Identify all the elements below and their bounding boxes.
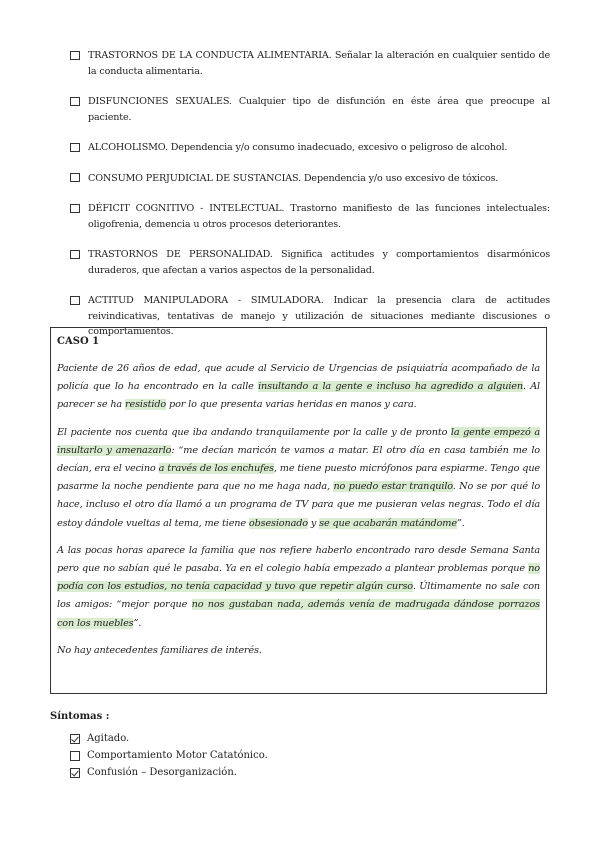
criteria-checklist [70,48,550,340]
checklist-item [70,140,550,156]
case-text: : “me decían maricón te vamos a matar. El otro día en casa también me lo decían, era el vecino [57,444,540,475]
checklist-item-text: ACTITUD MANIPULADORA - SIMULADORA. Indicar la presencia clara de actitudes reivindicativas, tentativas de manejo y utilización de situaciones mediante discusiones o comportamientos. [88,295,550,337]
checklist-item-text: TRASTORNOS DE LA CONDUCTA ALIMENTARIA. Señalar la alteración en cualquier sentido de la conducta alimentaria. [88,50,550,77]
symptom-item [50,747,550,764]
case-text: . No se por qué lo hace, incluso el otro día llamó a un programa de TV para que me pusieran velas negras. Todo el día estoy dándole vueltas al tema, me tiene [57,481,540,529]
checklist-item-text: ALCOHOLISMO. Dependencia y/o consumo inadecuado, excesivo o peligroso de alcohol. [88,142,508,153]
case-text: A las pocas horas aparece la familia que nos refiere haberlo encontrado raro desde Semana Santa pero que no sabían qué le pasaba. Ya en el colegio había empezado a plantear problemas porque [57,544,540,575]
checklist-item [70,201,550,232]
symptom-label: Agitado. [87,733,130,744]
highlight: se que acabarán matándome [319,517,457,529]
checklist-item [70,94,550,125]
checkbox-checked[interactable] [70,734,80,744]
case-paragraph-2 [57,424,540,533]
checkbox[interactable] [70,751,80,761]
checklist-item [70,48,550,79]
case-text: . Al parecer se ha [57,381,541,411]
highlight: a través de los enchufes [158,463,274,475]
case-text: Paciente de 26 años de edad, que acude al Servicio de Urgencias de psiquiatría acompañado de la policía que lo ha encontrado en la calle [57,363,540,393]
symptoms-section [50,711,550,781]
highlight: no podía con los estudios, no tenía capacidad y tuvo que repetir algún curso [57,563,540,593]
highlight: no nos gustaban nada, además venía de madrugada dándose porrazos con los muebles [57,599,541,629]
case-text: ”. [133,617,142,629]
case-text: . Últimamente no sale con los amigos: “mejor porque [57,581,540,611]
checklist-item [70,171,550,187]
highlight: obsesionado [248,517,308,529]
checkbox[interactable] [70,250,80,259]
symptom-item [50,730,550,747]
case-paragraph-1 [57,360,540,415]
symptom-label: Confusión – Desorganización. [87,767,237,778]
case-box [50,327,547,694]
checkbox[interactable] [70,204,80,213]
case-paragraph-4: No hay antecedentes familiares de interés. [57,644,262,656]
case-paragraph-3 [57,542,540,633]
checkbox[interactable] [70,51,80,60]
checklist-item-text: DISFUNCIONES SEXUALES. Cualquier tipo de disfunción en éste área que preocupe al paciente. [88,96,550,123]
case-text: por lo que presenta varias heridas en manos y cara. [166,399,417,411]
symptom-label: Comportamiento Motor Catatónico. [87,750,268,761]
highlight: no puedo estar tranquilo [333,481,453,493]
checklist-item [70,247,550,278]
checklist-item-text: CONSUMO PERJUDICIAL DE SUSTANCIAS. Dependencia y/o uso excesivo de tóxicos. [88,172,499,184]
highlight: la gente empezó a insultarlo y amenazarlo [57,426,540,456]
highlight: resistido [125,399,167,411]
case-text: ”. [456,517,465,529]
case-title: CASO 1 [57,336,100,347]
case-text: y [307,517,320,529]
checkbox[interactable] [70,143,80,152]
checklist-item-text: DÉFICIT COGNITIVO - INTELECTUAL. Trastorno manifiesto de las funciones intelectuales: oligofrenia, demencia u otros procesos deteriorantes. [88,203,550,230]
checkbox[interactable] [70,296,80,305]
checkbox[interactable] [70,97,80,106]
checkbox[interactable] [70,173,80,182]
case-text: El paciente nos cuenta que iba andando tranquilamente por la calle y de pronto [57,426,451,438]
symptoms-title: Síntomas : [50,711,110,722]
highlight: insultando a la gente e incluso ha agredido a alguien [258,381,523,393]
case-text: , me tiene puesto micrófonos para espiarme. Tengo que pasarme la noche pendiente para que no me haga nada, [57,463,540,493]
symptom-item [50,764,550,781]
checklist-item-text: TRASTORNOS DE PERSONALIDAD. Significa actitudes y comportamientos disarmónicos duraderos, que afectan a varios aspectos de la personalidad. [88,249,550,276]
checkbox-checked[interactable] [70,768,80,778]
